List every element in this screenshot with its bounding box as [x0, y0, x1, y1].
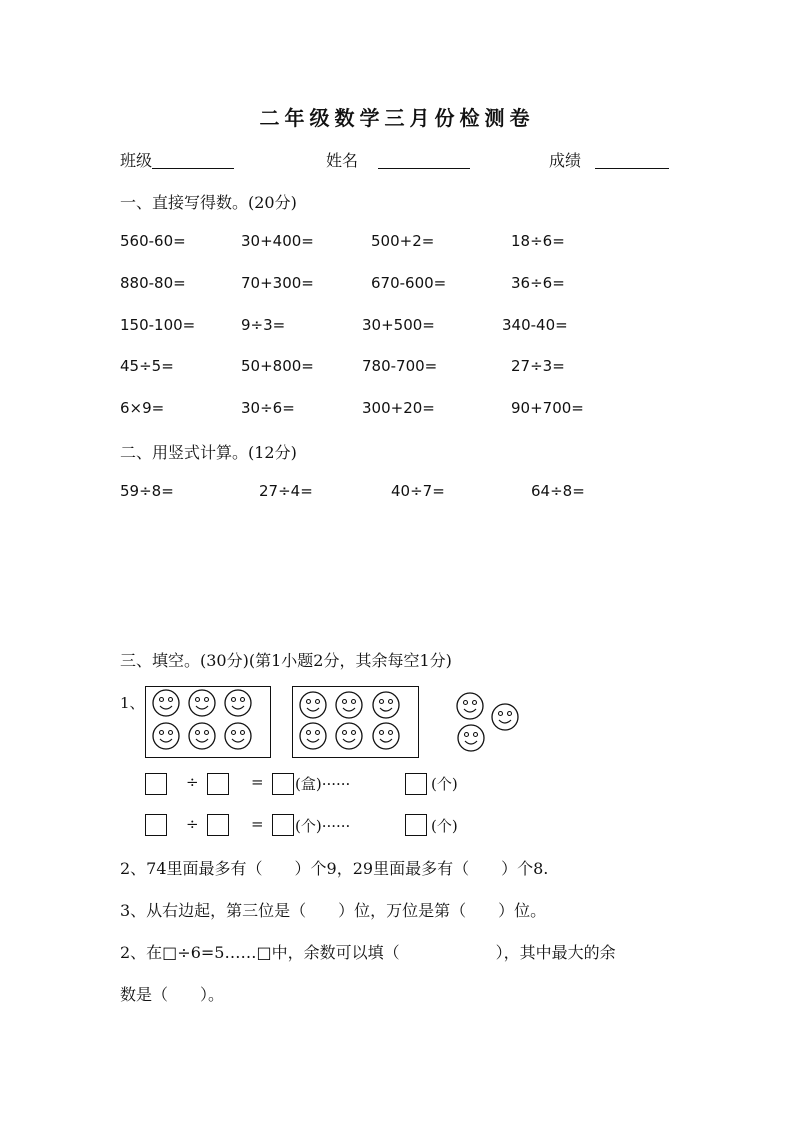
calc-item: 27÷3=	[511, 357, 565, 375]
calc-item: 150-100=	[120, 316, 196, 334]
score-field	[549, 148, 669, 171]
equals-sign: =	[251, 773, 264, 791]
vertical-calc-item: 59÷8=	[120, 482, 174, 500]
page-title: 二年级数学三月份检测卷	[259, 106, 535, 130]
calc-item: 880-80=	[120, 274, 186, 292]
divide-sign: ÷	[186, 815, 199, 833]
question4-line1: 2、在□÷6=5……□中，余数可以填（ ），其中最大的余	[120, 943, 616, 962]
calc-item: 30+500=	[362, 316, 435, 334]
calc-item: 340-40=	[502, 316, 568, 334]
unit-label: (个)	[431, 775, 458, 793]
unit-label: (个)	[431, 817, 458, 835]
name-field	[326, 148, 470, 171]
calc-item: 560-60=	[120, 232, 186, 250]
class-field	[120, 148, 234, 171]
calc-item: 30÷6=	[241, 399, 295, 417]
name-blank[interactable]	[378, 152, 470, 169]
answer-box[interactable]	[272, 773, 294, 795]
question2: 2、74里面最多有（ ）个9，29里面最多有（ ）个8.	[120, 859, 549, 878]
calc-item: 50+800=	[241, 357, 314, 375]
answer-box[interactable]	[272, 814, 294, 836]
calc-item: 9÷3=	[241, 316, 286, 334]
question3: 3、从右边起，第三位是（ ）位，万位是第（ ）位。	[120, 901, 547, 920]
calc-item: 30+400=	[241, 232, 314, 250]
calc-item: 500+2=	[371, 232, 435, 250]
smiley-box-2	[292, 686, 419, 758]
calc-item: 45÷5=	[120, 357, 174, 375]
calc-item: 18÷6=	[511, 232, 565, 250]
divide-sign: ÷	[186, 773, 199, 791]
vertical-calc-item: 40÷7=	[391, 482, 445, 500]
score-blank[interactable]	[595, 152, 669, 169]
vertical-calc-item: 64÷8=	[531, 482, 585, 500]
unit-label: (个)······	[295, 817, 351, 835]
vertical-calc-item: 27÷4=	[259, 482, 313, 500]
section3-heading: 三、填空。(30分)(第1小题2分，其余每空1分)	[120, 651, 452, 670]
calc-item: 90+700=	[511, 399, 584, 417]
unit-label: (盒)······	[295, 775, 351, 793]
section1-heading: 一、直接写得数。(20分)	[120, 193, 297, 212]
class-blank[interactable]	[152, 152, 234, 169]
equals-sign: =	[251, 815, 264, 833]
answer-box[interactable]	[207, 814, 229, 836]
calc-item: 70+300=	[241, 274, 314, 292]
smiley-box-1	[145, 686, 271, 758]
calc-item: 36÷6=	[511, 274, 565, 292]
answer-box[interactable]	[145, 814, 167, 836]
name-label: 姓名	[326, 151, 359, 170]
smiley-face-icon	[458, 725, 484, 751]
section2-heading: 二、用竖式计算。(12分)	[120, 443, 297, 462]
score-label: 成绩	[549, 151, 582, 170]
answer-box[interactable]	[207, 773, 229, 795]
class-label: 班级	[120, 151, 153, 170]
calc-item: 6×9=	[120, 399, 165, 417]
calc-item: 670-600=	[371, 274, 447, 292]
question4-line2: 数是（ ）。	[120, 985, 225, 1004]
answer-box[interactable]	[145, 773, 167, 795]
question1-label: 1、	[120, 694, 145, 712]
smiley-face-icon	[457, 693, 483, 719]
calc-item: 300+20=	[362, 399, 435, 417]
answer-box[interactable]	[405, 814, 427, 836]
calc-item: 780-700=	[362, 357, 438, 375]
answer-box[interactable]	[405, 773, 427, 795]
smiley-face-icon	[492, 704, 518, 730]
